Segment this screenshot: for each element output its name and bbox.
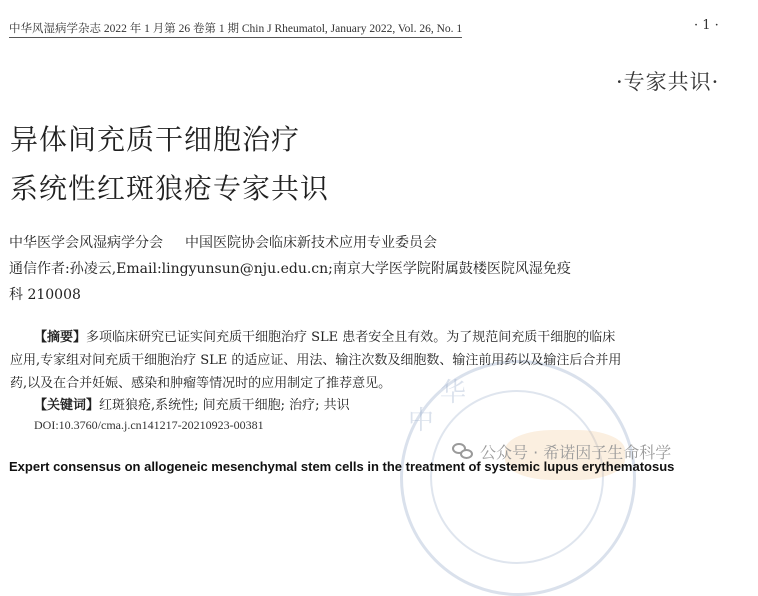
author-org-1: 中华医学会风湿病学分会 [9,235,163,251]
article-title-line-1: 异体间充质干细胞治疗 [10,123,301,156]
abstract-label: 【摘要】 [34,330,87,345]
running-head: 中华风湿病学杂志 2022 年 1 月第 26 卷第 1 期 Chin J Rheumatol, January 2022, Vol. 26, No. 1 [9,20,462,38]
author-org-2: 中国医院协会临床新技术应用专业委员会 [185,235,437,251]
keywords-text: 红斑狼疮,系统性; 间充质干细胞; 治疗; 共识 [99,398,350,413]
doi: DOI:10.3760/cma.j.cn141217-20210923-00381 [34,418,264,432]
english-title: Expert consensus on allogeneic mesenchymal stem cells in the treatment of systemic lupus erythematosus [9,459,675,474]
article-title-line-2: 系统性红斑狼疮专家共识 [10,172,330,205]
correspondence-line-2: 科 210008 [9,287,81,303]
seal-watermark-glyph: 华 [440,378,467,408]
author-organizations [9,232,437,252]
page-number: · 1 · [694,18,719,33]
keywords [34,394,350,413]
column-label: ·专家共识· [616,70,720,94]
abstract [10,326,622,395]
correspondence-line-1: 通信作者:孙凌云,Email:lingyunsun@nju.edu.cn;南京大学医学院附属鼓楼医院风湿免疫 [9,261,571,277]
wechat-icon [452,443,474,461]
keywords-label: 【关键词】 [34,398,100,413]
wechat-watermark-text: 公众号 · 希诺因子生命科学 [480,443,672,462]
seal-watermark-glyph: 中 [408,406,435,436]
abstract-text: 多项临床研究已证实间充质干细胞治疗 SLE 患者安全且有效。为了规范间充质干细胞的临床应用,专家组对间充质干细胞治疗 SLE 的适应证、用法、输注次数及细胞数、输注前用药以及输注后合并用药,以及在合并妊娠、感染和肿瘤等情况时的应用制定了推荐意见。 [10,330,622,391]
